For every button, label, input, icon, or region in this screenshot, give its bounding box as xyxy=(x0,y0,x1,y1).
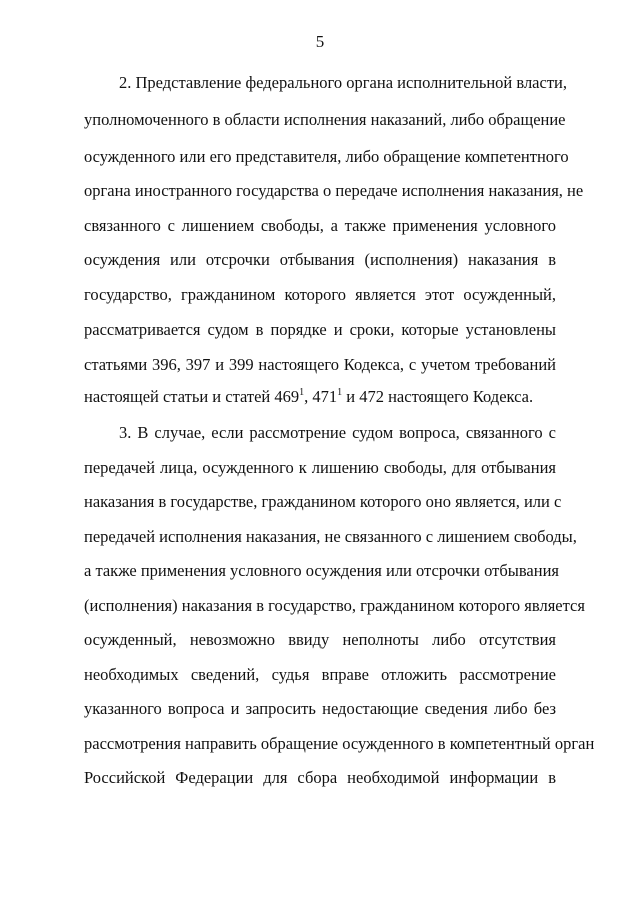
text-line: указанного вопроса и запросить недостающие сведения либо без xyxy=(84,699,556,718)
text-line: 2. Представление федерального органа исполнительной власти, xyxy=(119,73,567,92)
text-line: 3. В случае, если рассмотрение судом вопроса, связанного с xyxy=(119,423,556,442)
page-number: 5 xyxy=(315,32,325,51)
superscript: 1 xyxy=(337,387,343,398)
superscript: 1 xyxy=(299,387,305,398)
text-line: Российской Федерации для сбора необходимой информации в xyxy=(84,768,556,787)
text-line: государство, гражданином которого является этот осужденный, xyxy=(84,285,556,304)
text-line: передачей лица, осужденного к лишению свободы, для отбывания xyxy=(84,458,556,477)
text-line xyxy=(84,387,556,407)
text-line: связанного с лишением свободы, а также применения условного xyxy=(84,216,556,235)
text-line: органа иностранного государства о передаче исполнения наказания, не xyxy=(84,181,584,200)
text-fragment: , 471 xyxy=(304,387,338,406)
text-line: рассмотрения направить обращение осужденного в компетентный орган xyxy=(84,734,595,753)
text-line: статьями 396, 397 и 399 настоящего Кодекса, с учетом требований xyxy=(84,355,556,374)
text-line: наказания в государстве, гражданином которого оно является, или с xyxy=(84,492,562,511)
text-fragment: и 472 настоящего Кодекса. xyxy=(342,387,534,406)
text-line: уполномоченного в области исполнения наказаний, либо обращение xyxy=(84,110,566,129)
text-line: (исполнения) наказания в государство, гражданином которого является xyxy=(84,596,585,615)
text-fragment: настоящей статьи и статей 469 xyxy=(84,387,300,406)
text-line: а также применения условного осуждения или отсрочки отбывания xyxy=(84,561,559,580)
text-line: рассматривается судом в порядке и сроки, которые установлены xyxy=(84,320,556,339)
text-line: осуждения или отсрочки отбывания (исполнения) наказания в xyxy=(84,250,556,269)
text-line: осужденный, невозможно ввиду неполноты либо отсутствия xyxy=(84,630,556,649)
text-line: передачей исполнения наказания, не связанного с лишением свободы, xyxy=(84,527,577,546)
text-line: осужденного или его представителя, либо обращение компетентного xyxy=(84,147,569,166)
text-line: необходимых сведений, судья вправе отложить рассмотрение xyxy=(84,665,556,684)
